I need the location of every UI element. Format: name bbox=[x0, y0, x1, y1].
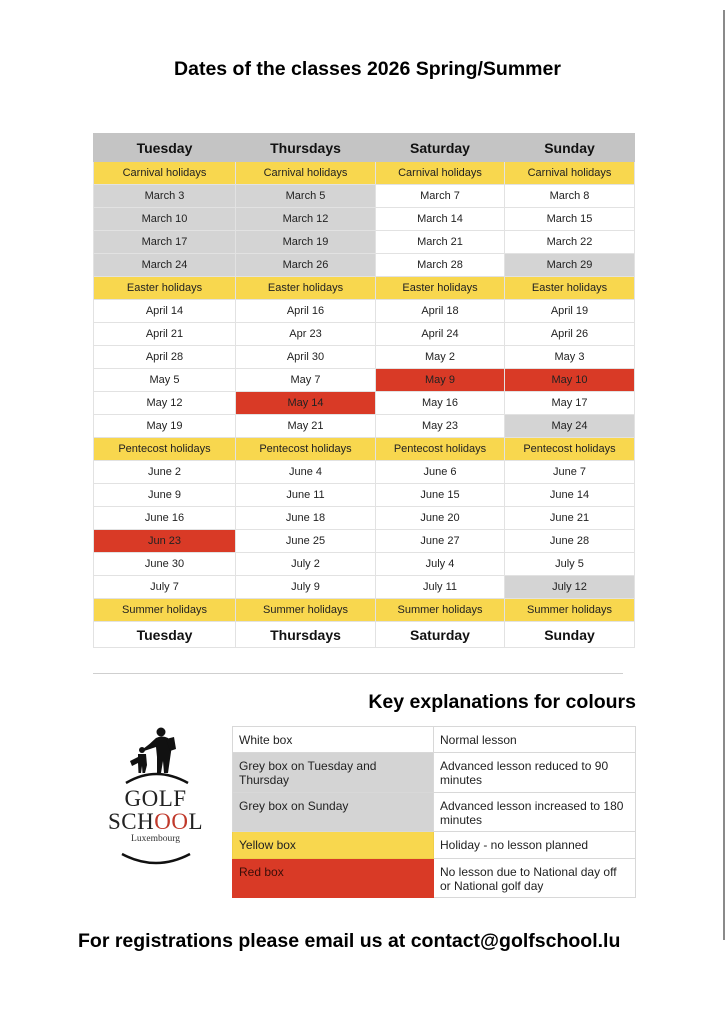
logo-text-l: L bbox=[188, 809, 204, 834]
schedule-cell-sunday: May 17 bbox=[505, 392, 635, 415]
schedule-cell-thursdays: July 2 bbox=[236, 553, 376, 576]
schedule-cell-tuesday: June 16 bbox=[94, 507, 236, 530]
schedule-cell-sunday: March 29 bbox=[505, 254, 635, 277]
schedule-cell-sunday: March 22 bbox=[505, 231, 635, 254]
schedule-cell-sunday: June 28 bbox=[505, 530, 635, 553]
key-row bbox=[233, 859, 636, 898]
schedule-row bbox=[94, 484, 635, 507]
logo-text-golf: GOLF bbox=[124, 786, 187, 811]
footer-tuesday: Tuesday bbox=[94, 622, 236, 648]
schedule-row bbox=[94, 254, 635, 277]
schedule-cell-tuesday: Jun 23 bbox=[94, 530, 236, 553]
schedule-cell-tuesday: July 7 bbox=[94, 576, 236, 599]
colour-key-table bbox=[232, 726, 636, 898]
schedule-cell-thursdays: March 26 bbox=[236, 254, 376, 277]
schedule-row bbox=[94, 392, 635, 415]
schedule-cell-sunday: Pentecost holidays bbox=[505, 438, 635, 461]
schedule-cell-saturday: April 24 bbox=[376, 323, 505, 346]
schedule-row bbox=[94, 415, 635, 438]
schedule-cell-saturday: June 27 bbox=[376, 530, 505, 553]
schedule-cell-thursdays: Carnival holidays bbox=[236, 162, 376, 185]
key-description: Advanced lesson increased to 180 minutes bbox=[434, 793, 636, 832]
key-description: No lesson due to National day off or National golf day bbox=[434, 859, 636, 898]
logo-text-sch: SCH bbox=[107, 809, 155, 834]
schedule-cell-sunday: May 24 bbox=[505, 415, 635, 438]
key-row bbox=[233, 727, 636, 753]
logo-text-school bbox=[98, 810, 213, 833]
logo-swoosh-icon bbox=[106, 850, 206, 868]
schedule-row bbox=[94, 277, 635, 300]
schedule-row bbox=[94, 576, 635, 599]
schedule-cell-tuesday: March 3 bbox=[94, 185, 236, 208]
schedule-cell-sunday: May 10 bbox=[505, 369, 635, 392]
header-sunday: Sunday bbox=[505, 134, 635, 162]
golf-school-logo bbox=[98, 725, 213, 875]
schedule-cell-tuesday: Carnival holidays bbox=[94, 162, 236, 185]
schedule-row bbox=[94, 530, 635, 553]
schedule-cell-sunday: April 19 bbox=[505, 300, 635, 323]
schedule-row bbox=[94, 507, 635, 530]
schedule-cell-tuesday: March 17 bbox=[94, 231, 236, 254]
schedule-cell-saturday: May 23 bbox=[376, 415, 505, 438]
schedule-cell-thursdays: March 19 bbox=[236, 231, 376, 254]
key-swatch-label: White box bbox=[233, 727, 434, 753]
page-edge-rule bbox=[723, 10, 725, 940]
schedule-cell-sunday: March 15 bbox=[505, 208, 635, 231]
schedule-cell-saturday: May 16 bbox=[376, 392, 505, 415]
schedule-row bbox=[94, 346, 635, 369]
schedule-row bbox=[94, 553, 635, 576]
schedule-cell-saturday: March 28 bbox=[376, 254, 505, 277]
schedule-cell-saturday: July 4 bbox=[376, 553, 505, 576]
schedule-row bbox=[94, 185, 635, 208]
schedule-cell-sunday: Easter holidays bbox=[505, 277, 635, 300]
header-saturday: Saturday bbox=[376, 134, 505, 162]
footer-saturday: Saturday bbox=[376, 622, 505, 648]
key-swatch-label: Grey box on Tuesday and Thursday bbox=[233, 753, 434, 793]
footer-thursdays: Thursdays bbox=[236, 622, 376, 648]
schedule-cell-saturday: March 21 bbox=[376, 231, 505, 254]
schedule-cell-tuesday: March 24 bbox=[94, 254, 236, 277]
schedule-row bbox=[94, 369, 635, 392]
schedule-cell-sunday: June 7 bbox=[505, 461, 635, 484]
schedule-cell-saturday: May 9 bbox=[376, 369, 505, 392]
schedule-cell-tuesday: May 19 bbox=[94, 415, 236, 438]
header-thursdays: Thursdays bbox=[236, 134, 376, 162]
schedule-cell-thursdays: April 16 bbox=[236, 300, 376, 323]
key-title: Key explanations for colours bbox=[368, 691, 636, 713]
table-divider bbox=[93, 673, 623, 674]
schedule-cell-thursdays: June 25 bbox=[236, 530, 376, 553]
schedule-cell-tuesday: April 21 bbox=[94, 323, 236, 346]
key-description: Normal lesson bbox=[434, 727, 636, 753]
logo-text-oo: OO bbox=[154, 809, 189, 834]
class-schedule-table bbox=[93, 133, 635, 648]
schedule-cell-thursdays: July 9 bbox=[236, 576, 376, 599]
schedule-cell-saturday: April 18 bbox=[376, 300, 505, 323]
schedule-cell-tuesday: Pentecost holidays bbox=[94, 438, 236, 461]
schedule-cell-saturday: June 20 bbox=[376, 507, 505, 530]
schedule-cell-saturday: June 6 bbox=[376, 461, 505, 484]
schedule-cell-tuesday: June 9 bbox=[94, 484, 236, 507]
schedule-cell-thursdays: March 5 bbox=[236, 185, 376, 208]
schedule-cell-saturday: Summer holidays bbox=[376, 599, 505, 622]
key-row bbox=[233, 753, 636, 793]
schedule-cell-tuesday: April 14 bbox=[94, 300, 236, 323]
schedule-cell-thursdays: Pentecost holidays bbox=[236, 438, 376, 461]
key-row bbox=[233, 793, 636, 832]
key-swatch-label: Yellow box bbox=[233, 832, 434, 859]
schedule-cell-sunday: April 26 bbox=[505, 323, 635, 346]
schedule-cell-tuesday: May 5 bbox=[94, 369, 236, 392]
schedule-cell-sunday: July 12 bbox=[505, 576, 635, 599]
schedule-cell-tuesday: April 28 bbox=[94, 346, 236, 369]
schedule-cell-sunday: Summer holidays bbox=[505, 599, 635, 622]
logo-text-luxembourg: Luxembourg bbox=[131, 834, 180, 844]
schedule-cell-saturday: Pentecost holidays bbox=[376, 438, 505, 461]
key-row bbox=[233, 832, 636, 859]
schedule-cell-sunday: June 21 bbox=[505, 507, 635, 530]
schedule-cell-sunday: June 14 bbox=[505, 484, 635, 507]
golfer-silhouette-icon bbox=[106, 725, 206, 787]
key-swatch-label: Red box bbox=[233, 859, 434, 898]
schedule-footer-row bbox=[94, 622, 635, 648]
schedule-cell-thursdays: March 12 bbox=[236, 208, 376, 231]
schedule-cell-thursdays: May 7 bbox=[236, 369, 376, 392]
schedule-cell-tuesday: June 30 bbox=[94, 553, 236, 576]
schedule-row bbox=[94, 208, 635, 231]
schedule-row bbox=[94, 300, 635, 323]
schedule-row bbox=[94, 461, 635, 484]
schedule-cell-tuesday: Easter holidays bbox=[94, 277, 236, 300]
schedule-cell-thursdays: June 18 bbox=[236, 507, 376, 530]
schedule-cell-sunday: May 3 bbox=[505, 346, 635, 369]
schedule-cell-saturday: Carnival holidays bbox=[376, 162, 505, 185]
schedule-row bbox=[94, 231, 635, 254]
schedule-cell-saturday: June 15 bbox=[376, 484, 505, 507]
schedule-cell-saturday: March 7 bbox=[376, 185, 505, 208]
schedule-cell-tuesday: March 10 bbox=[94, 208, 236, 231]
key-description: Advanced lesson reduced to 90 minutes bbox=[434, 753, 636, 793]
schedule-cell-thursdays: May 21 bbox=[236, 415, 376, 438]
colour-key-body bbox=[233, 727, 636, 898]
schedule-row bbox=[94, 162, 635, 185]
registration-footer: For registrations please email us at contact@golfschool.lu bbox=[78, 930, 621, 952]
schedule-cell-saturday: July 11 bbox=[376, 576, 505, 599]
key-swatch-label: Grey box on Sunday bbox=[233, 793, 434, 832]
schedule-cell-tuesday: Summer holidays bbox=[94, 599, 236, 622]
footer-sunday: Sunday bbox=[505, 622, 635, 648]
schedule-cell-saturday: May 2 bbox=[376, 346, 505, 369]
schedule-cell-tuesday: May 12 bbox=[94, 392, 236, 415]
schedule-row bbox=[94, 323, 635, 346]
schedule-header-row bbox=[94, 134, 635, 162]
schedule-cell-tuesday: June 2 bbox=[94, 461, 236, 484]
schedule-cell-thursdays: April 30 bbox=[236, 346, 376, 369]
schedule-cell-saturday: March 14 bbox=[376, 208, 505, 231]
schedule-cell-thursdays: Apr 23 bbox=[236, 323, 376, 346]
schedule-cell-thursdays: Summer holidays bbox=[236, 599, 376, 622]
schedule-row bbox=[94, 438, 635, 461]
schedule-cell-saturday: Easter holidays bbox=[376, 277, 505, 300]
key-description: Holiday - no lesson planned bbox=[434, 832, 636, 859]
schedule-cell-thursdays: May 14 bbox=[236, 392, 376, 415]
schedule-cell-sunday: March 8 bbox=[505, 185, 635, 208]
schedule-cell-sunday: July 5 bbox=[505, 553, 635, 576]
schedule-row bbox=[94, 599, 635, 622]
schedule-cell-sunday: Carnival holidays bbox=[505, 162, 635, 185]
schedule-body bbox=[94, 162, 635, 622]
schedule-cell-thursdays: June 11 bbox=[236, 484, 376, 507]
schedule-cell-thursdays: June 4 bbox=[236, 461, 376, 484]
header-tuesday: Tuesday bbox=[94, 134, 236, 162]
page-title: Dates of the classes 2026 Spring/Summer bbox=[174, 58, 561, 80]
schedule-cell-thursdays: Easter holidays bbox=[236, 277, 376, 300]
